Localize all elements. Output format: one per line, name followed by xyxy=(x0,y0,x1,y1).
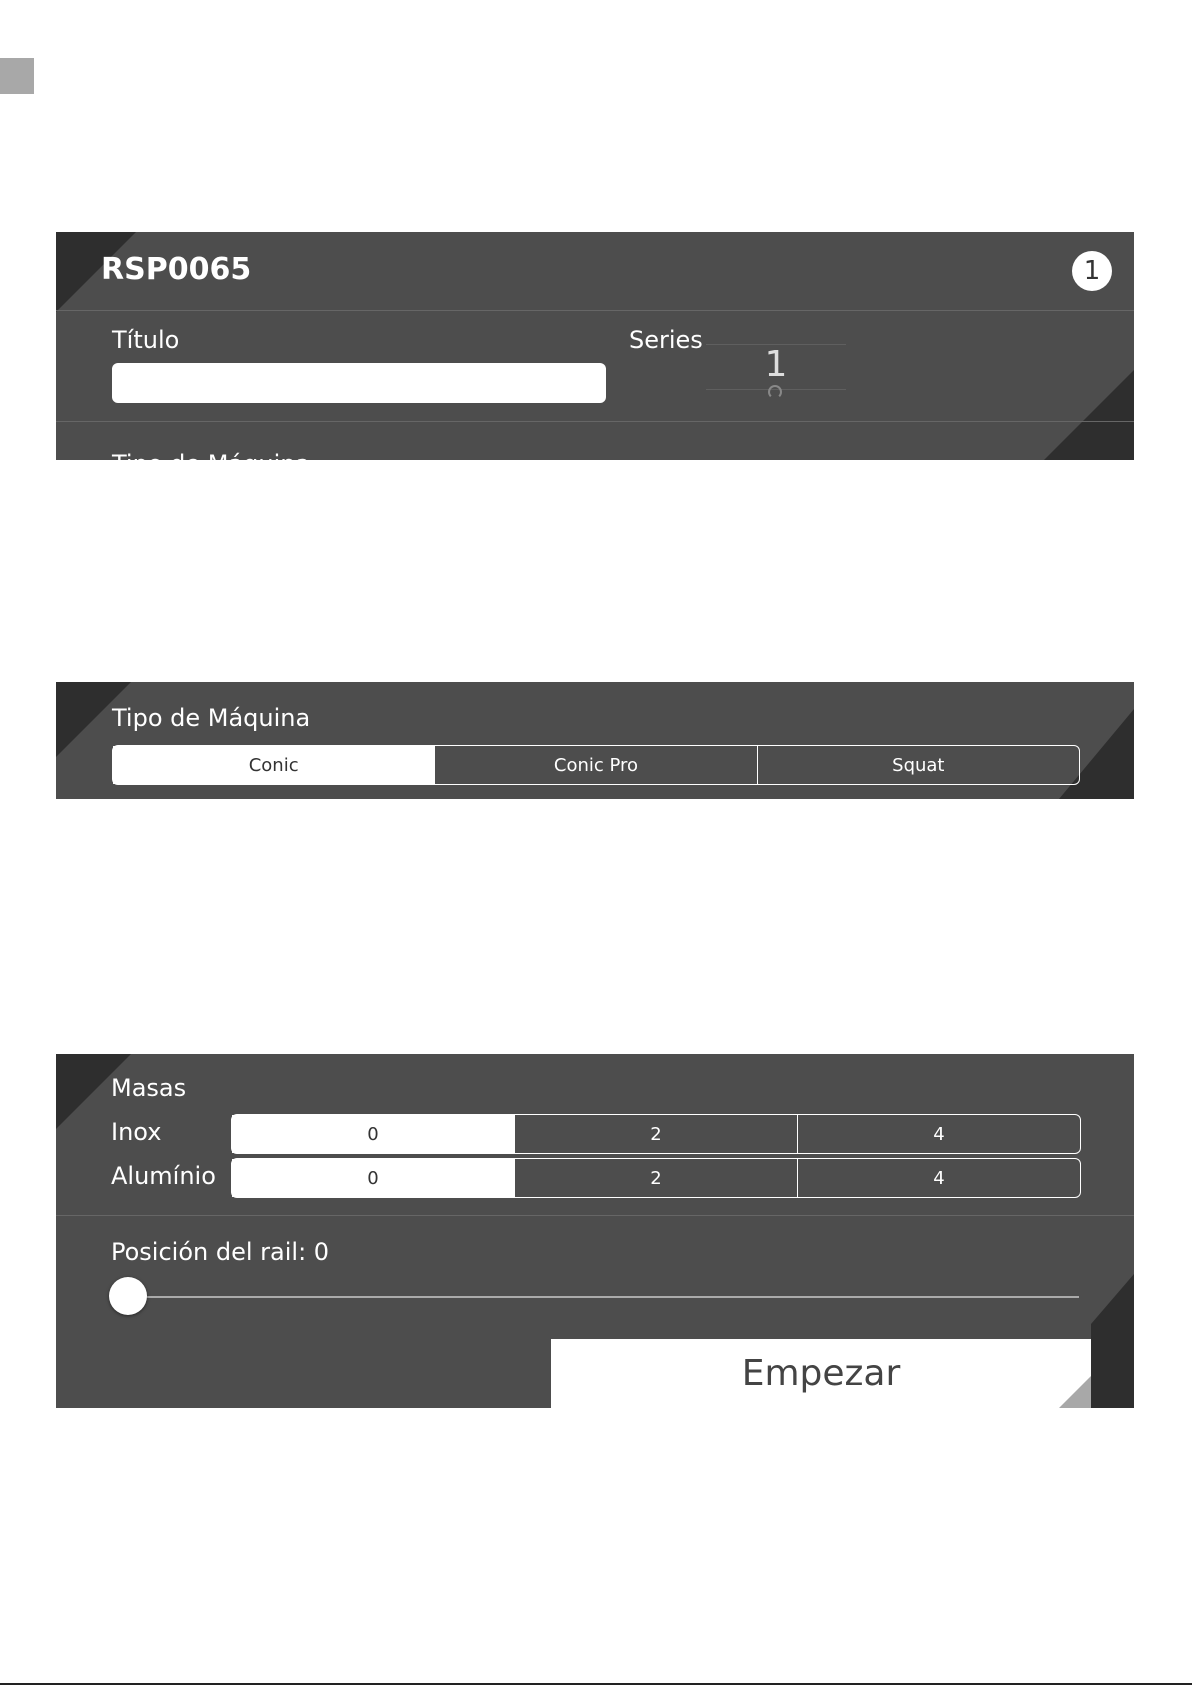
corner-decoration xyxy=(1091,1324,1134,1408)
machine-type-selector xyxy=(112,745,1080,785)
corner-decoration xyxy=(1044,370,1134,460)
workout-card xyxy=(56,232,1134,478)
title-label: Título xyxy=(112,326,180,354)
count-badge: 1 xyxy=(1072,251,1112,291)
rail-slider-track[interactable] xyxy=(129,1296,1079,1298)
aluminio-selector xyxy=(231,1158,1081,1198)
aluminio-option-0[interactable]: 0 xyxy=(232,1159,514,1197)
machine-option-squat[interactable]: Squat xyxy=(757,746,1079,784)
inox-label: Inox xyxy=(111,1118,162,1146)
masses-label: Masas xyxy=(111,1074,187,1102)
title-input[interactable] xyxy=(112,363,606,403)
series-picker[interactable] xyxy=(706,344,846,390)
machine-option-conic[interactable]: Conic xyxy=(113,746,434,784)
machine-type-label-cut: Tipo de Máquina xyxy=(112,450,311,478)
aluminio-option-2[interactable]: 2 xyxy=(514,1159,797,1197)
masses-card xyxy=(56,1054,1134,1408)
divider xyxy=(56,421,1134,422)
series-label: Series xyxy=(629,326,703,354)
aluminio-option-4[interactable]: 4 xyxy=(797,1159,1080,1197)
workout-code: RSP0065 xyxy=(101,252,252,287)
button-corner-decoration xyxy=(1059,1376,1091,1408)
machine-type-label: Tipo de Máquina xyxy=(112,704,311,732)
inox-option-4[interactable]: 4 xyxy=(797,1115,1080,1153)
rail-position-label: Posición del rail: 0 xyxy=(111,1238,330,1266)
picker-next-value xyxy=(768,385,782,399)
divider xyxy=(56,1215,1134,1216)
aluminio-label: Alumínio xyxy=(111,1162,216,1190)
inox-selector xyxy=(231,1114,1081,1154)
corner-square xyxy=(0,58,34,94)
inox-option-2[interactable]: 2 xyxy=(514,1115,797,1153)
start-button-label: Empezar xyxy=(741,1353,901,1394)
start-button[interactable] xyxy=(551,1339,1091,1408)
divider xyxy=(56,310,1134,311)
corner-decoration xyxy=(1091,1274,1134,1324)
inox-option-0[interactable]: 0 xyxy=(232,1115,514,1153)
rail-slider-thumb[interactable] xyxy=(109,1277,147,1315)
machine-option-conic-pro[interactable]: Conic Pro xyxy=(434,746,756,784)
machine-type-card xyxy=(56,682,1134,799)
series-value: 1 xyxy=(764,344,788,385)
